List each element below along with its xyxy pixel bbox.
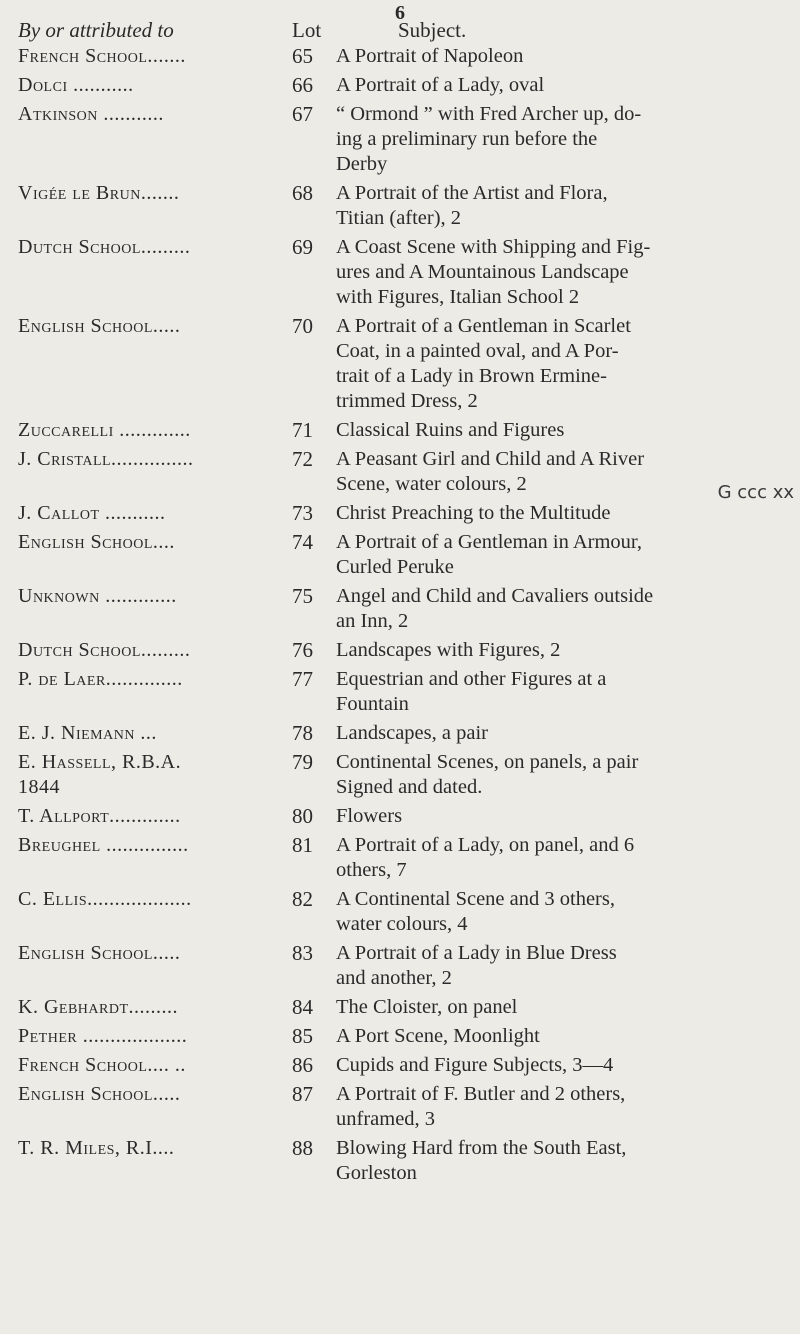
catalogue-entry [0,804,800,829]
entry-lot-number: 69 [292,235,313,259]
entry-artist: E. J. Niemann ... [18,722,157,744]
entry-description: A Portrait of Napoleon [336,45,524,67]
entry-artist: J. Cristall............... [18,448,194,470]
entry-description: Classical Ruins and Figures [336,419,565,441]
entry-subject [336,181,790,231]
catalogue-entry [0,181,800,231]
entry-lot-number: 67 [292,102,313,126]
entry-artist: Dolci ........... [18,74,134,96]
entry-lot-number: 82 [292,887,313,911]
entry-artist: English School.... [18,531,175,553]
entry-artist: T. R. Miles, R.I.... [18,1137,175,1159]
catalogue-entry [0,638,800,663]
entry-description: A Portrait of a Gentleman in Scarlet Coat, in a painted oval, and A Por- trait of a Lady in Brown Ermine- trimmed Dress, 2 [336,315,631,412]
catalogue-entry [0,530,800,580]
entry-description: Christ Preaching to the Multitude [336,502,611,524]
entry-artist: C. Ellis................... [18,888,192,910]
catalogue-entry [0,501,800,526]
catalogue-entry [0,750,800,800]
entry-lot-number: 76 [292,638,313,662]
catalogue-entry [0,667,800,717]
entry-subject [336,501,790,526]
entry-subject [336,314,790,414]
entry-subject [336,1136,790,1186]
catalogue-entry [0,314,800,414]
entry-description: A Peasant Girl and Child and A River Scene, water colours, 2 [336,448,645,495]
entry-description: A Portrait of a Lady, on panel, and 6 others, 7 [336,834,635,881]
entry-lot-number: 83 [292,941,313,965]
catalogue-entry [0,721,800,746]
entry-subject [336,235,790,310]
entry-artist: Pether ................... [18,1025,188,1047]
entry-subject [336,73,790,98]
lot-column-header: Lot [292,18,322,42]
entry-lot-number: 78 [292,721,313,745]
entry-subject [336,1082,790,1132]
entry-subject [336,750,790,800]
catalogue-entry [0,1082,800,1132]
entry-artist: French School....... [18,45,186,67]
entry-artist: P. de Laer.............. [18,668,183,690]
entry-artist: Zuccarelli ............. [18,419,191,441]
entry-lot-number: 80 [292,804,313,828]
entry-artist: Dutch School......... [18,639,191,661]
entry-subject [336,44,790,69]
entry-description: A Port Scene, Moonlight [336,1025,540,1047]
catalogue-entry [0,1024,800,1049]
entry-artist: English School..... [18,1083,181,1105]
entry-lot-number: 75 [292,584,313,608]
entry-artist: Unknown ............. [18,585,177,607]
entry-subject [336,102,790,177]
entry-description: A Coast Scene with Shipping and Fig- ures and A Mountainous Landscape with Figures, Italian School 2 [336,236,651,308]
catalogue-entries [0,44,800,1190]
catalogue-entry [0,44,800,69]
entry-subject [336,1024,790,1049]
entry-description: Continental Scenes, on panels, a pair Signed and dated. [336,751,639,798]
entry-description: A Portrait of a Lady, oval [336,74,545,96]
entry-lot-number: 73 [292,501,313,525]
entry-description: A Portrait of F. Butler and 2 others, unframed, 3 [336,1083,626,1130]
entry-artist: English School..... [18,942,181,964]
entry-artist: K. Gebhardt......... [18,996,178,1018]
entry-subject [336,941,790,991]
entry-subject [336,530,790,580]
entry-subject [336,995,790,1020]
entry-lot-number: 65 [292,44,313,68]
entry-description: Angel and Child and Cavaliers outside an Inn, 2 [336,585,654,632]
entry-subject [336,804,790,829]
catalogue-entry [0,941,800,991]
entry-lot-number: 74 [292,530,313,554]
entry-lot-number: 88 [292,1136,313,1160]
entry-lot-number: 68 [292,181,313,205]
entry-artist: Atkinson ........... [18,103,164,125]
entry-artist: T. Allport............. [18,805,181,827]
catalogue-entry [0,73,800,98]
entry-artist: J. Callot ........... [18,502,166,524]
entry-description: A Portrait of a Lady in Blue Dress and another, 2 [336,942,617,989]
catalogue-entry [0,1136,800,1186]
entry-description: Blowing Hard from the South East, Gorleston [336,1137,627,1184]
entry-lot-number: 85 [292,1024,313,1048]
entry-subject [336,584,790,634]
entry-description: Cupids and Figure Subjects, 3—4 [336,1054,614,1076]
subject-column-header: Subject. [398,18,467,42]
entry-lot-number: 81 [292,833,313,857]
catalogue-entry [0,584,800,634]
entry-lot-number: 72 [292,447,313,471]
entry-description: Flowers [336,805,403,827]
entry-artist: Breughel ............... [18,834,189,856]
catalogue-entry [0,1053,800,1078]
catalogue-entry [0,102,800,177]
entry-lot-number: 87 [292,1082,313,1106]
catalogue-entry [0,418,800,443]
entry-description: A Portrait of the Artist and Flora, Titian (after), 2 [336,182,608,229]
catalogue-entry [0,447,800,497]
artist-column-header: By or attributed to [18,18,174,42]
entry-artist: English School..... [18,315,181,337]
entry-description: Landscapes with Figures, 2 [336,639,561,661]
entry-artist: E. Hassell, R.B.A. 1844 [18,751,182,798]
catalogue-entry [0,833,800,883]
entry-lot-number: 70 [292,314,313,338]
entry-description: A Continental Scene and 3 others, water colours, 4 [336,888,615,935]
handwritten-annotation: G ccc xx [717,482,794,503]
catalogue-entry [0,235,800,310]
entry-artist: Dutch School......... [18,236,191,258]
entry-subject [336,833,790,883]
entry-lot-number: 71 [292,418,313,442]
entry-lot-number: 66 [292,73,313,97]
entry-subject [336,887,790,937]
entry-description: A Portrait of a Gentleman in Armour, Curled Peruke [336,531,643,578]
entry-lot-number: 77 [292,667,313,691]
entry-lot-number: 79 [292,750,313,774]
catalogue-entry [0,887,800,937]
entry-subject [336,721,790,746]
page-number: 6 [395,2,405,24]
entry-subject [336,1053,790,1078]
entry-lot-number: 84 [292,995,313,1019]
entry-artist: Vigée le Brun....... [18,182,180,204]
catalogue-entry [0,995,800,1020]
entry-description: The Cloister, on panel [336,996,518,1018]
entry-description: “ Ormond ” with Fred Archer up, do- ing a preliminary run before the Derby [336,103,642,175]
entry-subject [336,638,790,663]
entry-artist: French School.... .. [18,1054,186,1076]
entry-description: Landscapes, a pair [336,722,488,744]
entry-subject [336,667,790,717]
entry-description: Equestrian and other Figures at a Fountain [336,668,607,715]
entry-lot-number: 86 [292,1053,313,1077]
entry-subject [336,418,790,443]
